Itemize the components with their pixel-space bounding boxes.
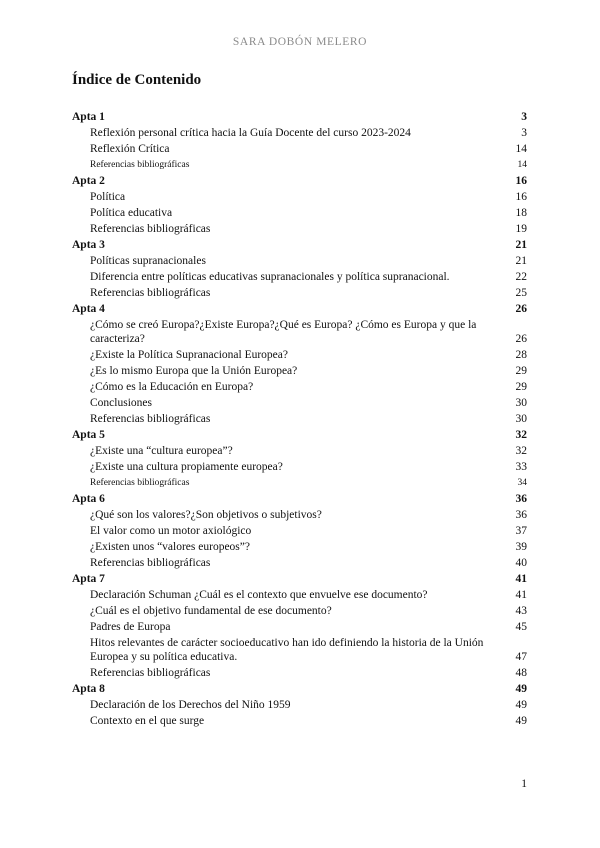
toc-entry-text: ¿Cómo es la Educación en Europa? xyxy=(90,381,254,393)
toc-entry-page: 14 xyxy=(515,143,527,155)
toc-entry[interactable] xyxy=(72,222,527,236)
toc-entry-page: 41 xyxy=(515,573,527,585)
toc-entry[interactable] xyxy=(72,556,527,570)
toc-section[interactable] xyxy=(72,572,527,586)
toc-entry[interactable] xyxy=(72,508,527,522)
toc-entry-text: ¿Es lo mismo Europa que la Unión Europea? xyxy=(90,365,298,377)
toc-section[interactable] xyxy=(72,110,527,124)
toc-entry-text: Reflexión Crítica xyxy=(90,143,170,155)
toc-entry-page: 32 xyxy=(515,429,527,441)
toc-entry-text: Referencias bibliográficas xyxy=(90,287,211,299)
toc-entry-page: 26 xyxy=(515,303,527,315)
toc-entry[interactable] xyxy=(72,524,527,538)
toc-entry-page: 21 xyxy=(515,255,527,267)
toc-entry-text: Padres de Europa xyxy=(90,621,171,633)
toc-entry-text: Apta 5 xyxy=(72,429,105,441)
toc-entry-page: 29 xyxy=(515,365,527,377)
toc-entry-page: 33 xyxy=(515,461,527,473)
toc-entry-text: Apta 7 xyxy=(72,573,105,585)
toc-entry-text: ¿Existen unos “valores europeos”? xyxy=(90,541,250,553)
toc-entry[interactable] xyxy=(72,142,527,156)
toc-entry-page: 25 xyxy=(515,287,527,299)
toc-entry-text: Apta 3 xyxy=(72,239,105,251)
toc-entry-page: 45 xyxy=(515,621,527,633)
toc-entry-page: 49 xyxy=(515,699,527,711)
table-of-contents xyxy=(72,108,527,730)
toc-entry-text: Diferencia entre políticas educativas supranacionales y política supranacional. xyxy=(90,271,450,283)
toc-entry-page: 34 xyxy=(517,478,527,488)
toc-entry[interactable] xyxy=(72,666,527,680)
toc-entry[interactable] xyxy=(72,126,527,140)
toc-entry[interactable] xyxy=(72,158,527,172)
toc-entry-text: Apta 4 xyxy=(72,303,105,315)
toc-entry-text: Política xyxy=(90,191,126,203)
toc-entry-page: 3 xyxy=(521,127,527,139)
toc-entry-text: Referencias bibliográficas xyxy=(90,160,190,170)
toc-entry-page: 21 xyxy=(515,239,527,251)
toc-entry[interactable] xyxy=(72,270,527,284)
toc-entry-text: Contexto en el que surge xyxy=(90,715,205,727)
toc-entry[interactable] xyxy=(72,364,527,378)
toc-entry[interactable] xyxy=(72,206,527,220)
toc-entry-page: 49 xyxy=(515,683,527,695)
toc-entry-page: 48 xyxy=(515,667,527,679)
toc-section[interactable] xyxy=(72,428,527,442)
toc-entry-text: ¿Existe una cultura propiamente europea? xyxy=(90,461,283,473)
toc-entry-page: 14 xyxy=(517,160,527,170)
toc-entry-page: 36 xyxy=(515,493,527,505)
toc-entry-text: Referencias bibliográficas xyxy=(90,557,211,569)
page-number: 1 xyxy=(521,778,527,790)
toc-entry[interactable] xyxy=(72,476,527,490)
running-header: SARA DOBÓN MELERO xyxy=(232,36,368,48)
toc-entry-page: 3 xyxy=(521,111,527,123)
toc-entry-page: 40 xyxy=(515,557,527,569)
toc-entry-page: 32 xyxy=(515,445,527,457)
toc-entry-page: 29 xyxy=(515,381,527,393)
toc-entry[interactable] xyxy=(72,254,527,268)
toc-entry-text: Política educativa xyxy=(90,207,173,219)
toc-entry[interactable] xyxy=(72,636,527,664)
toc-entry[interactable] xyxy=(72,588,527,602)
toc-entry[interactable] xyxy=(72,540,527,554)
toc-entry-text: Reflexión personal crítica hacia la Guía Docente del curso 2023-2024 xyxy=(90,127,411,139)
toc-entry[interactable] xyxy=(72,444,527,458)
toc-entry[interactable] xyxy=(72,412,527,426)
toc-entry-page: 41 xyxy=(515,589,527,601)
toc-section[interactable] xyxy=(72,302,527,316)
toc-entry[interactable] xyxy=(72,318,527,346)
toc-entry-text: Referencias bibliográficas xyxy=(90,667,211,679)
toc-entry-page: 26 xyxy=(515,333,527,345)
toc-entry-page: 36 xyxy=(515,509,527,521)
toc-entry[interactable] xyxy=(72,604,527,618)
toc-entry[interactable] xyxy=(72,714,527,728)
toc-entry[interactable] xyxy=(72,380,527,394)
toc-entry-page: 39 xyxy=(515,541,527,553)
toc-entry-text: Conclusiones xyxy=(90,397,152,409)
toc-entry-page: 47 xyxy=(515,651,527,663)
toc-entry[interactable] xyxy=(72,460,527,474)
toc-entry-text: ¿Qué son los valores?¿Son objetivos o subjetivos? xyxy=(90,509,322,521)
toc-entry-text: Referencias bibliográficas xyxy=(90,413,211,425)
toc-entry-page: 37 xyxy=(515,525,527,537)
toc-entry[interactable] xyxy=(72,286,527,300)
toc-entry-text: Hitos relevantes de carácter socioeducativo han ido definiendo la historia de la Unión Europea y su política educativa. xyxy=(90,637,484,663)
toc-entry-text: Declaración de los Derechos del Niño 1959 xyxy=(90,699,291,711)
toc-section[interactable] xyxy=(72,682,527,696)
toc-entry[interactable] xyxy=(72,620,527,634)
toc-entry-text: Apta 2 xyxy=(72,175,105,187)
toc-entry-page: 22 xyxy=(515,271,527,283)
toc-section[interactable] xyxy=(72,174,527,188)
toc-entry-text: Apta 1 xyxy=(72,111,105,123)
toc-title: Índice de Contenido xyxy=(72,72,202,88)
toc-entry-text: Apta 8 xyxy=(72,683,105,695)
toc-entry-page: 30 xyxy=(515,397,527,409)
toc-entry-page: 16 xyxy=(515,175,527,187)
toc-entry-text: ¿Existe la Política Supranacional Europea? xyxy=(90,349,288,361)
toc-entry-page: 43 xyxy=(515,605,527,617)
toc-entry-page: 16 xyxy=(515,191,527,203)
toc-entry-page: 49 xyxy=(515,715,527,727)
toc-entry-text: ¿Cuál es el objetivo fundamental de ese documento? xyxy=(90,605,332,617)
toc-entry-text: ¿Cómo se creó Europa?¿Existe Europa?¿Qué es Europa? ¿Cómo es Europa y que la caracteriza? xyxy=(90,319,477,345)
toc-entry-text: Referencias bibliográficas xyxy=(90,223,211,235)
toc-entry[interactable] xyxy=(72,396,527,410)
toc-entry-text: El valor como un motor axiológico xyxy=(90,525,252,537)
toc-entry-text: Apta 6 xyxy=(72,493,105,505)
toc-section[interactable] xyxy=(72,492,527,506)
toc-entry-page: 18 xyxy=(515,207,527,219)
toc-entry[interactable] xyxy=(72,348,527,362)
toc-entry-text: Referencias bibliográficas xyxy=(90,478,190,488)
toc-entry-text: Declaración Schuman ¿Cuál es el contexto que envuelve ese documento? xyxy=(90,589,428,601)
toc-entry[interactable] xyxy=(72,190,527,204)
toc-entry-page: 19 xyxy=(515,223,527,235)
toc-entry-page: 28 xyxy=(515,349,527,361)
toc-entry[interactable] xyxy=(72,698,527,712)
toc-section[interactable] xyxy=(72,238,527,252)
toc-entry-text: ¿Existe una “cultura europea”? xyxy=(90,445,233,457)
toc-entry-page: 30 xyxy=(515,413,527,425)
toc-entry-text: Políticas supranacionales xyxy=(90,255,206,267)
